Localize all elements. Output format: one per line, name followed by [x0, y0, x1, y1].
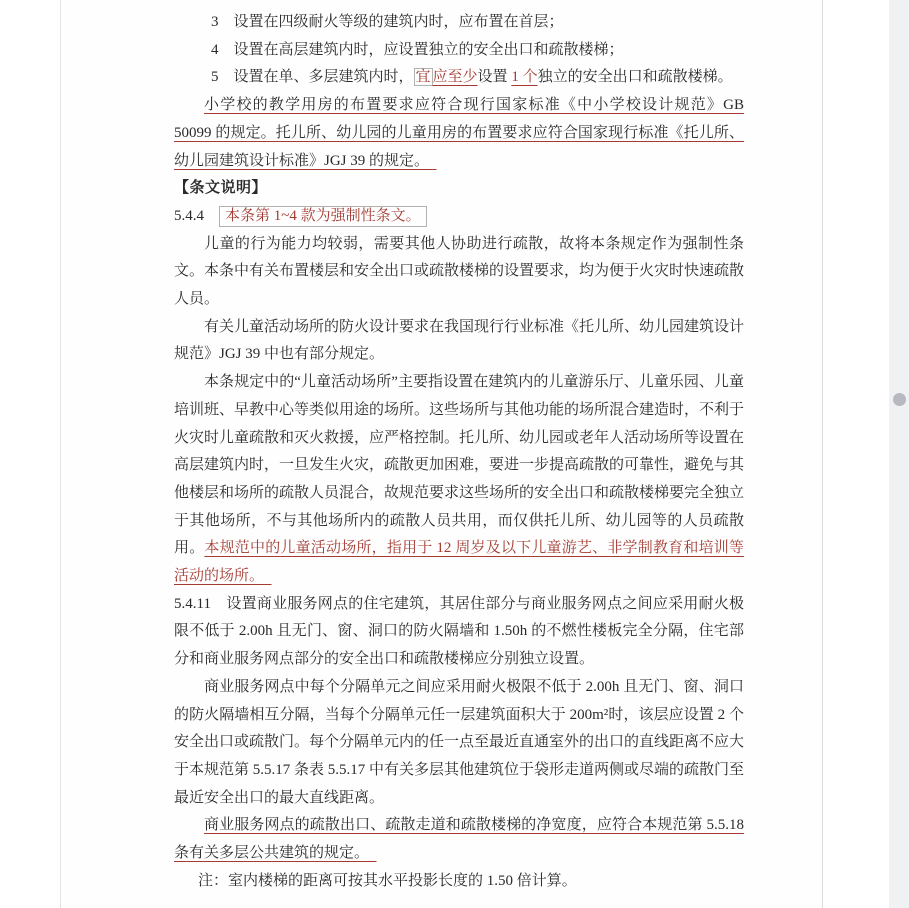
list-item-3: 3 设置在四级耐火等级的建筑内时，应布置在首层；	[211, 14, 564, 30]
para-children-places-definition	[174, 369, 744, 591]
para-children-ability: 儿童的行为能力均较弱，需要其他人协助进行疏散，故将本条规定作为强制性条文。本条中有关布置楼层和安全出口或疏散楼梯的设置要求，均为便于火灾时快速疏散人员。	[174, 235, 745, 308]
list-item-5-text: 5 设置在单、多层建筑内时，	[211, 69, 414, 86]
page-content	[174, 9, 744, 896]
document-page	[60, 0, 823, 908]
viewer-background-strip	[889, 0, 909, 908]
clause-5-4-4	[174, 203, 744, 231]
inserted-text: 本规范中的儿童活动场所，指用于 12 周岁及以下儿童游艺、非学制教育和培训等活动的场所。	[174, 540, 744, 585]
paragraph-text: 本条规定中的“儿童活动场所”主要指设置在建筑内的儿童游乐厅、儿童乐园、儿童培训班、早教中心等类似用途的场所。这些场所与其他功能的场所混合建造时，不利于火灾时儿童疏散和灭火救援，应严格控制。托儿所、幼儿园或老年人活动场所等设置在高层建筑内时，一旦发生火灾，疏散更加困难，要进一步提高疏散的可靠性，避免与其他楼层和场所的疏散人员混合，故规范要求这些场所的安全出口和疏散楼梯要完全独立于其他场所，不与其他场所内的疏散人员共用，而仅供托儿所、幼儿园等的人员疏散用。	[174, 374, 745, 557]
list-item-4: 4 设置在高层建筑内时，应设置独立的安全出口和疏散楼梯；	[211, 41, 624, 58]
list-item-5-text: 设置	[477, 69, 512, 86]
para-commercial-units: 商业服务网点中每个分隔单元之间应采用耐火极限不低于 2.00h 且无门、窗、洞口的防火隔墙相互分隔，当每个分隔单元任一层建筑面积大于 200m²时，该层应设置 2 个安全出口或疏散门。每个分隔单元内的任一点至最近直通室外的出口的直线距离不应大于本规范第 5.5.17 条表 5.5.17 中有关多层其他建筑位于袋形走道两侧或尽端的疏散门至最近安全出口的最大直线距离。	[174, 678, 745, 806]
inserted-clause-schools: 小学校的教学用房的布置要求应符合现行国家标准《中小学校设计规范》GB 50099 的规定。托儿所、幼儿园的儿童用房的布置要求应符合国家现行标准《托儿所、幼儿园建筑设计标准》JGJ 39 的规定。	[174, 97, 744, 169]
mandatory-clause-box: 本条第 1~4 款为强制性条文。	[219, 206, 427, 227]
inserted-text: 应至少	[432, 69, 478, 86]
note-stairs: 注：室内楼梯的距离可按其水平投影长度的 1.50 倍计算。	[198, 872, 577, 889]
clause-5-4-11: 5.4.11 设置商业服务网点的住宅建筑，其居住部分与商业服务网点之间应采用耐火极限不低于 2.00h 且无门、窗、洞口的防火隔墙和 1.50h 的不燃性楼板完全分隔，住宅部分和商业服务网点部分的安全出口和疏散楼梯应分别独立设置。	[174, 595, 744, 668]
clause-number: 5.4.4	[174, 207, 220, 224]
inserted-text: 1 个	[511, 69, 538, 86]
scroll-indicator[interactable]	[893, 393, 906, 406]
section-label-explanation: 【条文说明】	[174, 180, 268, 197]
inserted-clause-commercial-width: 商业服务网点的疏散出口、疏散走道和疏散楼梯的净宽度，应符合本规范第 5.5.18 条有关多层公共建筑的规定。	[174, 817, 744, 862]
list-item-5-text: 独立的安全出口和疏散楼梯。	[537, 69, 733, 86]
para-jgj39-reference: 有关儿童活动场所的防火设计要求在我国现行行业标准《托儿所、幼儿园建筑设计规范》JGJ 39 中也有部分规定。	[174, 318, 745, 363]
deleted-text-box: 宜	[415, 69, 431, 86]
list-item-5	[174, 64, 744, 92]
